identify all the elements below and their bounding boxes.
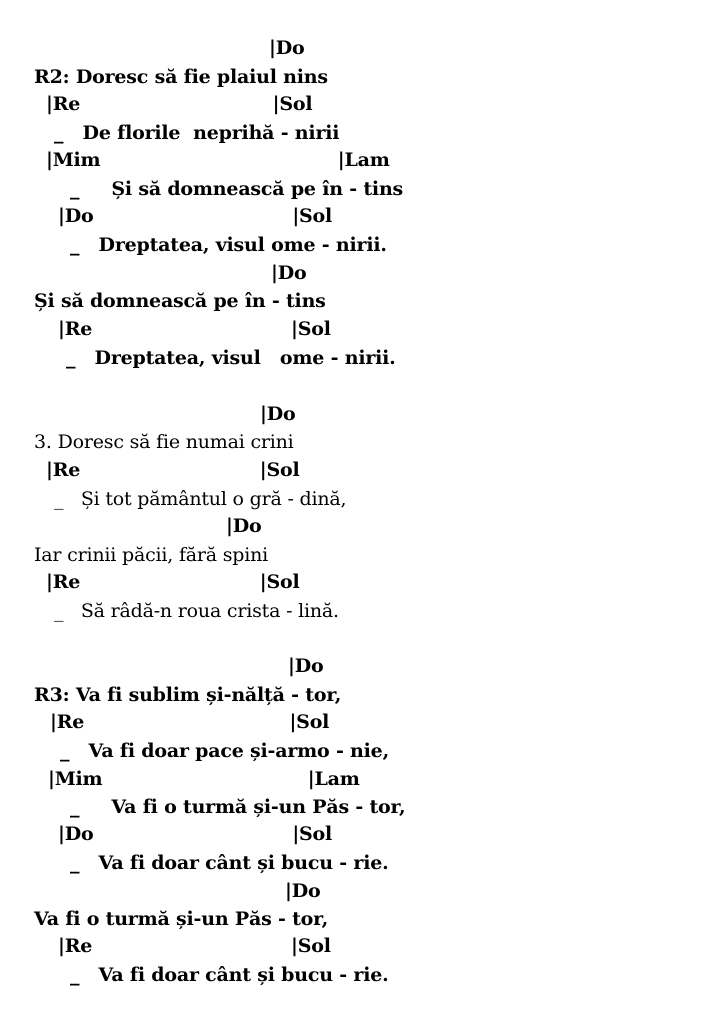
lyric-line: Iar crinii păcii, fără spini xyxy=(34,544,269,566)
chord-line: |Do xyxy=(285,880,321,902)
chord-line: |Do |Sol xyxy=(58,823,333,845)
chord-line: |Do xyxy=(288,655,324,677)
lyric-line: _ Și să domnească pe în - tins xyxy=(70,178,404,200)
lyric-line: _ Dreptatea, visul ome - nirii. xyxy=(66,347,396,369)
lyric-line: _ Să râdă-n roua crista - lină. xyxy=(54,600,339,622)
chord-line: |Re |Sol xyxy=(46,459,300,481)
chord-line: |Do xyxy=(271,262,307,284)
chord-line: |Re |Sol xyxy=(50,711,330,733)
chord-line: |Re |Sol xyxy=(58,318,331,340)
chord-line: |Do xyxy=(226,515,262,537)
lyric-line: _ Va fi doar cânt și bucu - rie. xyxy=(70,964,389,986)
lyric-line: _ Va fi o turmă și-un Păs - tor, xyxy=(70,796,406,818)
chord-line: |Do xyxy=(269,37,305,59)
chord-line: |Do xyxy=(260,403,296,425)
chord-line: |Mim |Lam xyxy=(46,149,390,171)
lyric-line: _ De florile neprihă - nirii xyxy=(54,122,340,144)
lyric-line: 3. Doresc să fie numai crini xyxy=(34,431,294,453)
lyric-line: Va fi o turmă și-un Păs - tor, xyxy=(34,908,328,930)
lyric-line: _ Și tot pământul o gră - dină, xyxy=(54,488,347,510)
lyric-line: _ Va fi doar pace și-armo - nie, xyxy=(60,740,389,762)
chord-line: |Re |Sol xyxy=(46,93,313,115)
lyric-line: R3: Va fi sublim și-nălță - tor, xyxy=(34,684,342,706)
lyric-line: _ Dreptatea, visul ome - nirii. xyxy=(70,234,387,256)
chord-line: |Do |Sol xyxy=(58,205,333,227)
chord-line: |Mim |Lam xyxy=(48,768,360,790)
lyric-line: R2: Doresc să fie plaiul nins xyxy=(34,66,328,88)
chord-line: |Re |Sol xyxy=(46,571,300,593)
lyric-line: Și să domnească pe în - tins xyxy=(34,290,326,312)
chord-line: |Re |Sol xyxy=(58,935,331,957)
lyric-line: _ Va fi doar cânt și bucu - rie. xyxy=(70,852,389,874)
